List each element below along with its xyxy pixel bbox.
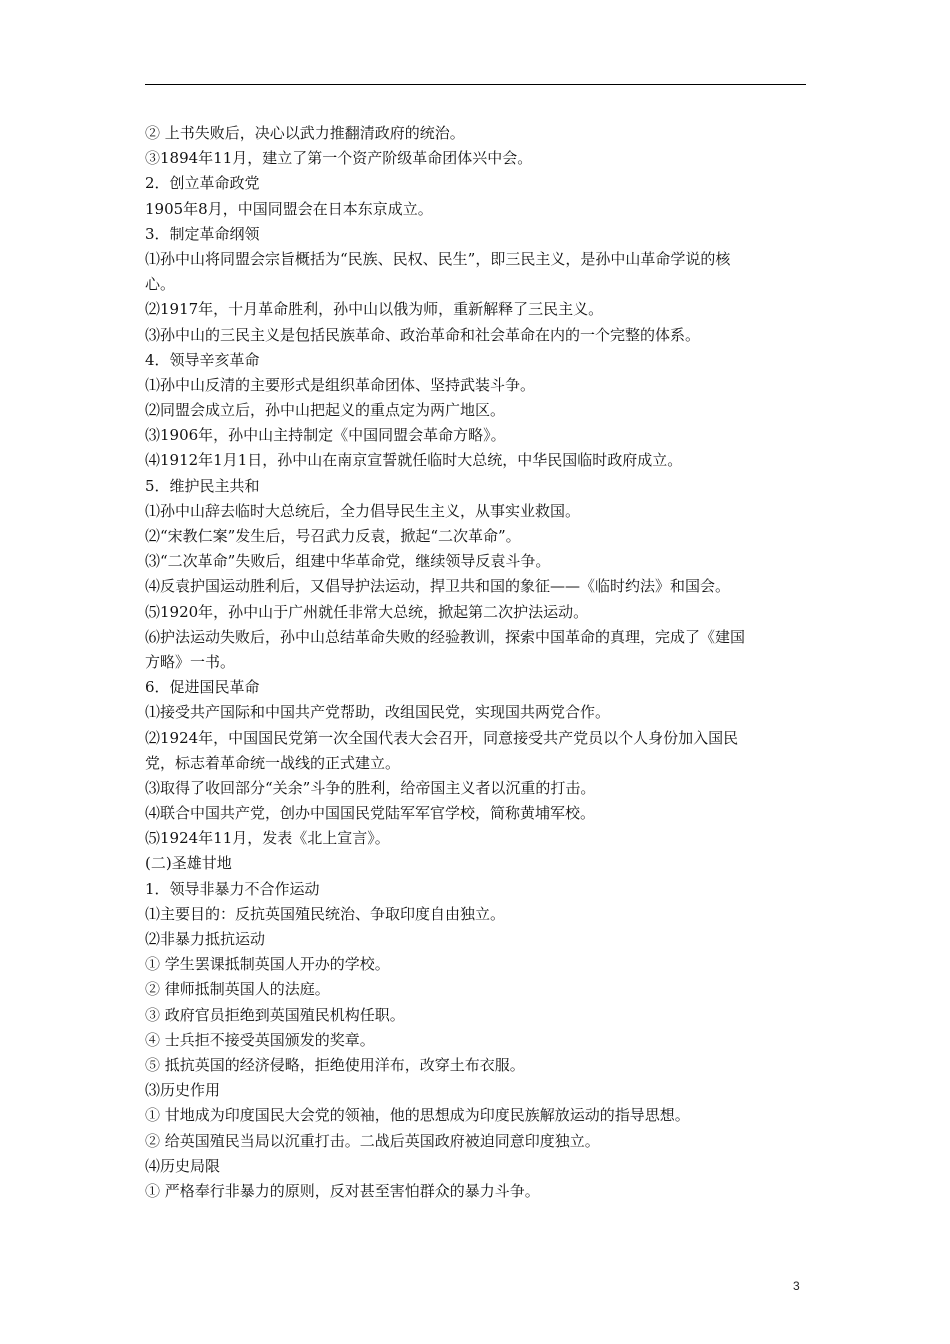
text-line: 2．创立革命政党 bbox=[145, 174, 260, 193]
text-line: ⑸1924年11月，发表《北上宣言》。 bbox=[145, 829, 390, 848]
page-number: 3 bbox=[793, 1279, 800, 1293]
text-line: 6．促进国民革命 bbox=[145, 678, 260, 697]
text-line: ⑶“二次革命”失败后，组建中华革命党，继续领导反袁斗争。 bbox=[145, 552, 551, 571]
text-line: ⑵1917年，十月革命胜利，孙中山以俄为师，重新解释了三民主义。 bbox=[145, 300, 604, 319]
text-line: ③1894年11月，建立了第一个资产阶级革命团体兴中会。 bbox=[145, 149, 533, 168]
text-line: ⑴孙中山将同盟会宗旨概括为“民族、民权、民生”，即三民主义，是孙中山革命学说的核 bbox=[145, 249, 731, 268]
text-line: ② 律师抵制英国人的法庭。 bbox=[145, 980, 330, 999]
text-line: ⑹护法运动失败后，孙中山总结革命失败的经验教训，探索中国革命的真理，完成了《建国 bbox=[145, 627, 746, 646]
text-line: 方略》一书。 bbox=[145, 652, 236, 671]
document-body bbox=[145, 121, 810, 1204]
text-line: ⑷1912年1月1日，孙中山在南京宣誓就任临时大总统，中华民国临时政府成立。 bbox=[145, 451, 683, 470]
text-line: ④ 士兵拒不接受英国颁发的奖章。 bbox=[145, 1030, 375, 1049]
text-line: ② 上书失败后，决心以武力推翻清政府的统治。 bbox=[145, 124, 465, 142]
text-line: ① 严格奉行非暴力的原则，反对甚至害怕群众的暴力斗争。 bbox=[145, 1181, 540, 1200]
text-line: ⑤ 抵抗英国的经济侵略，拒绝使用洋布，改穿土布衣服。 bbox=[145, 1055, 525, 1074]
text-line: ⑶历史作用 bbox=[145, 1081, 221, 1100]
text-line: 4．领导辛亥革命 bbox=[145, 350, 260, 369]
text-line: ⑵“宋教仁案”发生后，号召武力反袁，掀起“二次革命”。 bbox=[145, 527, 521, 545]
text-line: ⑶取得了收回部分“关余”斗争的胜利，给帝国主义者以沉重的打击。 bbox=[145, 778, 596, 797]
text-line: ① 学生罢课抵制英国人开办的学校。 bbox=[145, 955, 390, 974]
text-line: 心。 bbox=[145, 275, 176, 294]
text-line: ① 甘地成为印度国民大会党的领袖，他的思想成为印度民族解放运动的指导思想。 bbox=[145, 1106, 690, 1125]
text-line: ⑸1920年，孙中山于广州就任非常大总统，掀起第二次护法运动。 bbox=[145, 602, 589, 621]
text-line: ⑷历史局限 bbox=[145, 1156, 221, 1175]
text-line: 1．领导非暴力不合作运动 bbox=[145, 879, 320, 898]
text-line: 党，标志着革命统一战线的正式建立。 bbox=[145, 753, 401, 772]
text-line: 5．维护民主共和 bbox=[145, 476, 260, 495]
text-line: ⑵非暴力抵抗运动 bbox=[145, 930, 266, 948]
text-line: ③ 政府官员拒绝到英国殖民机构任职。 bbox=[145, 1005, 405, 1024]
text-line: ⑴主要目的：反抗英国殖民统治、争取印度自由独立。 bbox=[145, 904, 506, 923]
text-line: ⑴接受共产国际和中国共产党帮助，改组国民党，实现国共两党合作。 bbox=[145, 703, 611, 722]
text-line: ② 给英国殖民当局以沉重打击。二战后英国政府被迫同意印度独立。 bbox=[145, 1131, 600, 1150]
text-line: ⑵同盟会成立后，孙中山把起义的重点定为两广地区。 bbox=[145, 401, 506, 420]
text-line: ⑶1906年，孙中山主持制定《中国同盟会革命方略》。 bbox=[145, 426, 506, 445]
text-line: ⑶孙中山的三民主义是包括民族革命、政治革命和社会革命在内的一个完整的体系。 bbox=[145, 325, 701, 344]
text-line: 1905年8月，中国同盟会在日本东京成立。 bbox=[145, 199, 433, 218]
text-line: ⑷反袁护国运动胜利后，又倡导护法运动，捍卫共和国的象征——《临时约法》和国会。 bbox=[145, 577, 731, 596]
text-line: ⑴孙中山反清的主要形式是组织革命团体、坚持武装斗争。 bbox=[145, 375, 536, 394]
text-line: (二)圣雄甘地 bbox=[145, 854, 232, 873]
text-line: ⑷联合中国共产党，创办中国国民党陆军军官学校，简称黄埔军校。 bbox=[145, 804, 596, 823]
text-line: 3．制定革命纲领 bbox=[145, 224, 260, 243]
text-line: ⑵1924年，中国国民党第一次全国代表大会召开，同意接受共产党员以个人身份加入国民 bbox=[145, 728, 739, 747]
header-rule bbox=[145, 84, 806, 85]
text-line: ⑴孙中山辞去临时大总统后，全力倡导民生主义，从事实业救国。 bbox=[145, 501, 581, 520]
